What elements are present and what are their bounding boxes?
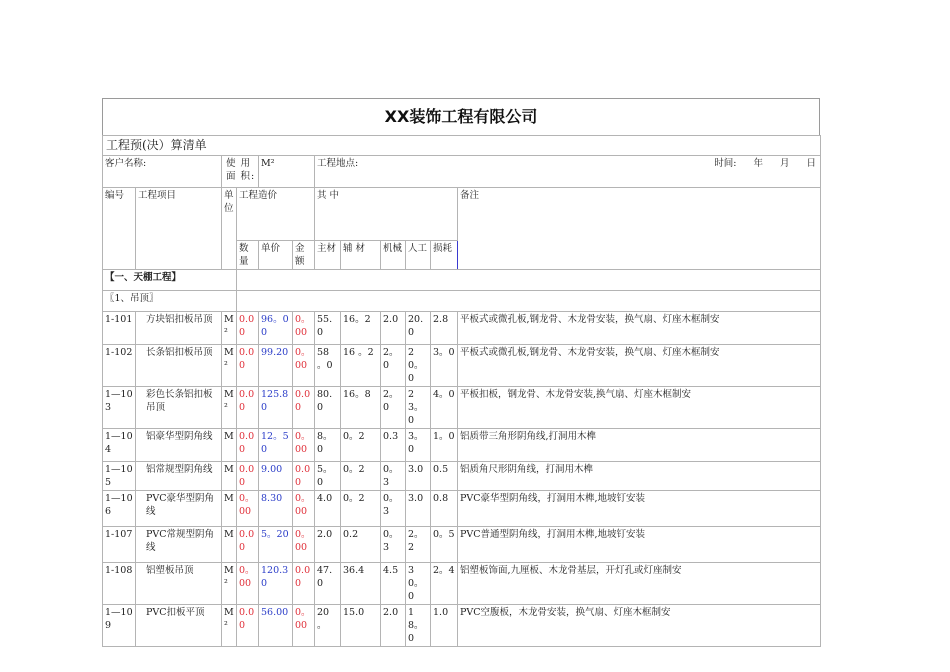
- cell-amount: 0。00: [293, 429, 315, 462]
- cell-main: 5。0: [315, 462, 341, 491]
- cell-price: 96。00: [259, 312, 293, 345]
- cell-loss: 0.8: [431, 491, 458, 527]
- cell-mech: 2.0: [381, 605, 406, 647]
- cell-remark: 平板式或微孔板,钢龙骨、木龙骨安装，换气扇、灯座木框制安: [458, 312, 821, 345]
- cell-amount: 0.00: [293, 462, 315, 491]
- subsection-fill: [237, 291, 821, 312]
- company-title: XX装饰工程有限公司: [102, 98, 820, 135]
- cell-aux: 0。2: [341, 429, 381, 462]
- cell-aux: 36.4: [341, 563, 381, 605]
- cell-amount: 0.00: [293, 563, 315, 605]
- cell-price: 9.00: [259, 462, 293, 491]
- cell-loss: 2.8: [431, 312, 458, 345]
- cell-amount: 0.00: [293, 387, 315, 429]
- cell-qty: 0.00: [237, 462, 259, 491]
- cell-labor: 20.0: [406, 312, 431, 345]
- cell-main: 20 。: [315, 605, 341, 647]
- cell-item: 长条铝扣板吊顶: [136, 345, 222, 387]
- cell-mech: 2.0: [381, 312, 406, 345]
- cell-code: 1—103: [103, 387, 136, 429]
- col-loss: 损耗: [431, 241, 458, 270]
- cell-loss: 2。4: [431, 563, 458, 605]
- cell-aux: 15.0: [341, 605, 381, 647]
- cell-code: 1-102: [103, 345, 136, 387]
- cell-remark: 铝质角尺形阴角线，打洞用木榫: [458, 462, 821, 491]
- col-cost: 工程造价: [237, 188, 315, 241]
- cell-code: 1—109: [103, 605, 136, 647]
- table-row: [103, 527, 821, 563]
- col-qty: 数量: [237, 241, 259, 270]
- cell-amount: 0。00: [293, 527, 315, 563]
- col-mech: 机械: [381, 241, 406, 270]
- cell-amount: 0。00: [293, 605, 315, 647]
- table-row: [103, 345, 821, 387]
- cell-main: 55.0: [315, 312, 341, 345]
- table-row: [103, 312, 821, 345]
- cell-price: 99.20: [259, 345, 293, 387]
- cell-mech: 0。3: [381, 527, 406, 563]
- site-label: 工程地点:: [317, 158, 359, 169]
- cell-item: PVC豪华型阴角线: [136, 491, 222, 527]
- cell-remark: PVC空腹板，木龙骨安装，换气扇、灯座木框制安: [458, 605, 821, 647]
- cell-qty: 0.00: [237, 605, 259, 647]
- cell-labor: 3.0: [406, 462, 431, 491]
- cell-item: PVC扣板平顶: [136, 605, 222, 647]
- quotation-table: [102, 135, 821, 647]
- cell-item: 方块铝扣板吊顶: [136, 312, 222, 345]
- cell-labor: 2。2: [406, 527, 431, 563]
- cell-item: 铝塑板吊顶: [136, 563, 222, 605]
- col-aux: 辅 材: [341, 241, 381, 270]
- col-remark: 备注: [458, 188, 821, 270]
- cell-mech: 0.3: [381, 429, 406, 462]
- cell-unit: M: [222, 527, 237, 563]
- cell-item: PVC常规型阴角线: [136, 527, 222, 563]
- cell-main: 58 。0: [315, 345, 341, 387]
- cell-main: 47.0: [315, 563, 341, 605]
- cell-qty: 0。00: [237, 563, 259, 605]
- cell-code: 1-107: [103, 527, 136, 563]
- cell-labor: 3.0: [406, 491, 431, 527]
- cell-amount: 0。00: [293, 491, 315, 527]
- cell-amount: 0。00: [293, 312, 315, 345]
- cell-unit: M: [222, 491, 237, 527]
- cell-loss: 0。5: [431, 527, 458, 563]
- col-unit: 单位: [222, 188, 237, 270]
- col-amount: 金额: [293, 241, 315, 270]
- section-heading: 【一、天棚工程】: [103, 270, 237, 291]
- cell-qty: 0.00: [237, 429, 259, 462]
- cell-unit: M²: [222, 387, 237, 429]
- cell-qty: 0.00: [237, 312, 259, 345]
- cell-main: 2.0: [315, 527, 341, 563]
- cell-mech: 0。3: [381, 491, 406, 527]
- cell-qty: 0。00: [237, 491, 259, 527]
- cell-labor: 3。0: [406, 429, 431, 462]
- cell-remark: 铝质带三角形阴角线,打洞用木榫: [458, 429, 821, 462]
- cell-main: 80.0: [315, 387, 341, 429]
- cell-unit: M²: [222, 345, 237, 387]
- table-body: [103, 312, 821, 647]
- cell-item: 铝常规型阴角线: [136, 462, 222, 491]
- cell-mech: 2。0: [381, 387, 406, 429]
- cell-price: 120.30: [259, 563, 293, 605]
- table-row: [103, 387, 821, 429]
- cell-remark: PVC普通型阴角线，打洞用木榫,地坡钉安装: [458, 527, 821, 563]
- cell-unit: M²: [222, 563, 237, 605]
- cell-unit: M²: [222, 605, 237, 647]
- time-label: 时间: 年 月 日: [714, 158, 816, 169]
- area-label: 使 用 面 积:: [222, 156, 259, 188]
- site-time-cell: [315, 156, 821, 188]
- cell-price: 125.80: [259, 387, 293, 429]
- cell-loss: 1。0: [431, 429, 458, 462]
- table-row: [103, 563, 821, 605]
- cell-aux: 16。8: [341, 387, 381, 429]
- cell-labor: 23。0: [406, 387, 431, 429]
- cell-price: 56.00: [259, 605, 293, 647]
- cell-remark: 平板扣板，钢龙骨、木龙骨安装,换气扇、灯座木框制安: [458, 387, 821, 429]
- cell-labor: 20。0: [406, 345, 431, 387]
- cell-code: 1—104: [103, 429, 136, 462]
- cell-code: 1—106: [103, 491, 136, 527]
- cell-aux: 16 。2: [341, 345, 381, 387]
- col-code: 编号: [103, 188, 136, 270]
- cell-labor: 30。0: [406, 563, 431, 605]
- col-labor: 人工: [406, 241, 431, 270]
- cell-loss: 3。0: [431, 345, 458, 387]
- table-row: [103, 462, 821, 491]
- cell-qty: 0.00: [237, 387, 259, 429]
- cell-main: 4.0: [315, 491, 341, 527]
- cell-price: 12。50: [259, 429, 293, 462]
- cell-code: 1-108: [103, 563, 136, 605]
- col-item: 工程项目: [136, 188, 222, 270]
- cell-price: 8.30: [259, 491, 293, 527]
- cell-aux: 0。2: [341, 462, 381, 491]
- cell-price: 5。20: [259, 527, 293, 563]
- section-fill: [237, 270, 821, 291]
- cell-code: 1—105: [103, 462, 136, 491]
- cell-item: 铝豪华型阴角线: [136, 429, 222, 462]
- cell-aux: 0.2: [341, 527, 381, 563]
- area-unit: M²: [259, 156, 315, 188]
- cell-loss: 4。0: [431, 387, 458, 429]
- cell-main: 8。0: [315, 429, 341, 462]
- cell-remark: 铝塑板饰面,九厘板、木龙骨基层，开灯孔或灯座制安: [458, 563, 821, 605]
- table-row: [103, 605, 821, 647]
- table-row: [103, 429, 821, 462]
- subsection-heading: 〖1、吊顶〗: [103, 291, 237, 312]
- cell-qty: 0.00: [237, 345, 259, 387]
- cell-loss: 0.5: [431, 462, 458, 491]
- cell-aux: 16。2: [341, 312, 381, 345]
- cell-aux: 0。2: [341, 491, 381, 527]
- cell-remark: PVC豪华型阴角线，打洞用木榫,地坡钉安装: [458, 491, 821, 527]
- cell-qty: 0.00: [237, 527, 259, 563]
- col-of-which: 其 中: [315, 188, 458, 241]
- col-main: 主材: [315, 241, 341, 270]
- table-row: [103, 491, 821, 527]
- cell-mech: 2。0: [381, 345, 406, 387]
- cell-mech: 0。3: [381, 462, 406, 491]
- cell-item: 彩色长条铝扣板吊顶: [136, 387, 222, 429]
- cell-unit: M²: [222, 312, 237, 345]
- cell-amount: 0。00: [293, 345, 315, 387]
- cell-unit: M: [222, 429, 237, 462]
- cell-labor: 18。0: [406, 605, 431, 647]
- cell-unit: M: [222, 462, 237, 491]
- cell-code: 1-101: [103, 312, 136, 345]
- col-price: 单价: [259, 241, 293, 270]
- client-label: 客户名称:: [103, 156, 222, 188]
- sheet-subtitle: 工程预(决）算清单: [103, 136, 821, 156]
- cell-remark: 平板式或微孔板,钢龙骨、木龙骨安装，换气扇、灯座木框制安: [458, 345, 821, 387]
- cell-loss: 1.0: [431, 605, 458, 647]
- cell-mech: 4.5: [381, 563, 406, 605]
- quotation-sheet: [102, 98, 820, 647]
